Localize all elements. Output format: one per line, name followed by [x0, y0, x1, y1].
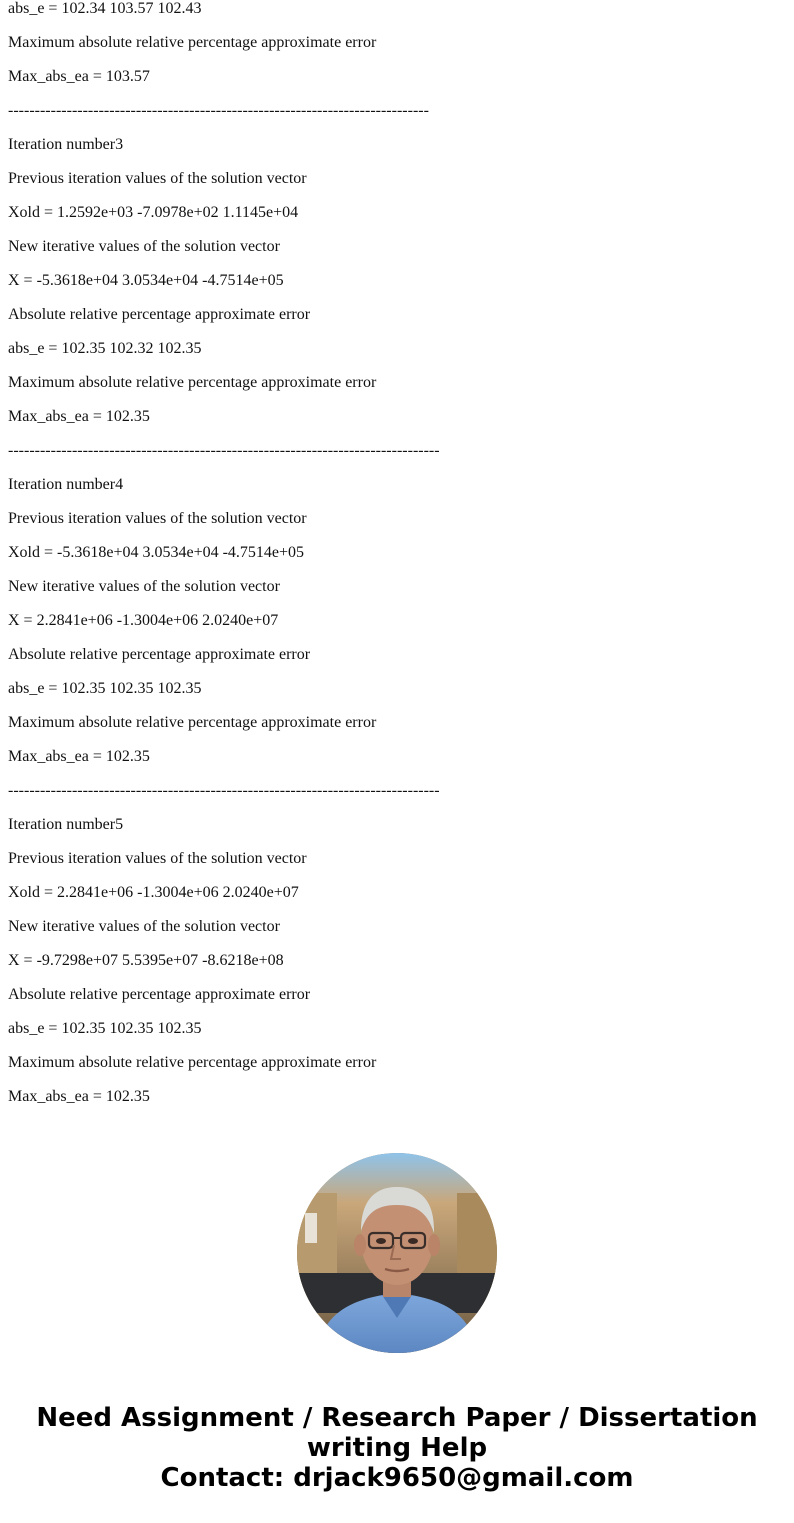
log-line: Previous iteration values of the solution vector	[8, 850, 307, 867]
log-line: Xold = -5.3618e+04 3.0534e+04 -4.7514e+05	[8, 544, 305, 561]
log-line: Maximum absolute relative percentage approximate error	[8, 374, 377, 391]
log-line: Xold = 2.2841e+06 -1.3004e+06 2.0240e+07	[8, 884, 299, 901]
log-line: X = -9.7298e+07 5.5395e+07 -8.6218e+08	[8, 952, 284, 969]
contact-banner	[0, 1403, 794, 1493]
log-line: Previous iteration values of the solution vector	[8, 170, 307, 187]
log-line: New iterative values of the solution vector	[8, 238, 280, 255]
log-line: Max_abs_ea = 103.57	[8, 68, 150, 85]
cta-contact-email: Contact: drjack9650@gmail.com	[160, 1463, 634, 1493]
log-line: abs_e = 102.34 103.57 102.43	[8, 0, 202, 17]
log-line: Absolute relative percentage approximate error	[8, 646, 311, 663]
log-line: Maximum absolute relative percentage approximate error	[8, 714, 377, 731]
log-line: New iterative values of the solution vector	[8, 918, 280, 935]
iteration-heading: Iteration number5	[8, 816, 124, 833]
cta-heading-line-1: Need Assignment / Research Paper / Dissertation	[36, 1403, 758, 1433]
author-portrait-image	[297, 1153, 497, 1353]
separator-line: ---------------------------------------------------------------------------------	[8, 442, 440, 459]
log-line: X = -5.3618e+04 3.0534e+04 -4.7514e+05	[8, 272, 284, 289]
log-line: Absolute relative percentage approximate error	[8, 306, 311, 323]
iteration-heading: Iteration number3	[8, 136, 124, 153]
log-line: abs_e = 102.35 102.32 102.35	[8, 340, 202, 357]
author-avatar	[297, 1153, 497, 1353]
log-line: Max_abs_ea = 102.35	[8, 748, 150, 765]
log-line: abs_e = 102.35 102.35 102.35	[8, 680, 202, 697]
log-line: Absolute relative percentage approximate error	[8, 986, 311, 1003]
log-line: Max_abs_ea = 102.35	[8, 1088, 150, 1105]
separator-line: ---------------------------------------------------------------------------------	[8, 782, 440, 799]
log-line: Max_abs_ea = 102.35	[8, 408, 150, 425]
cta-heading-line-2: writing Help	[306, 1433, 488, 1463]
log-line: X = 2.2841e+06 -1.3004e+06 2.0240e+07	[8, 612, 279, 629]
separator-line: -------------------------------------------------------------------------------	[8, 102, 429, 119]
output-log	[8, 0, 768, 1113]
log-line: abs_e = 102.35 102.35 102.35	[8, 1020, 202, 1037]
log-line: Xold = 1.2592e+03 -7.0978e+02 1.1145e+04	[8, 204, 299, 221]
log-line: New iterative values of the solution vector	[8, 578, 280, 595]
iteration-heading: Iteration number4	[8, 476, 124, 493]
log-line: Previous iteration values of the solution vector	[8, 510, 307, 527]
log-line: Maximum absolute relative percentage approximate error	[8, 34, 377, 51]
log-line: Maximum absolute relative percentage approximate error	[8, 1054, 377, 1071]
